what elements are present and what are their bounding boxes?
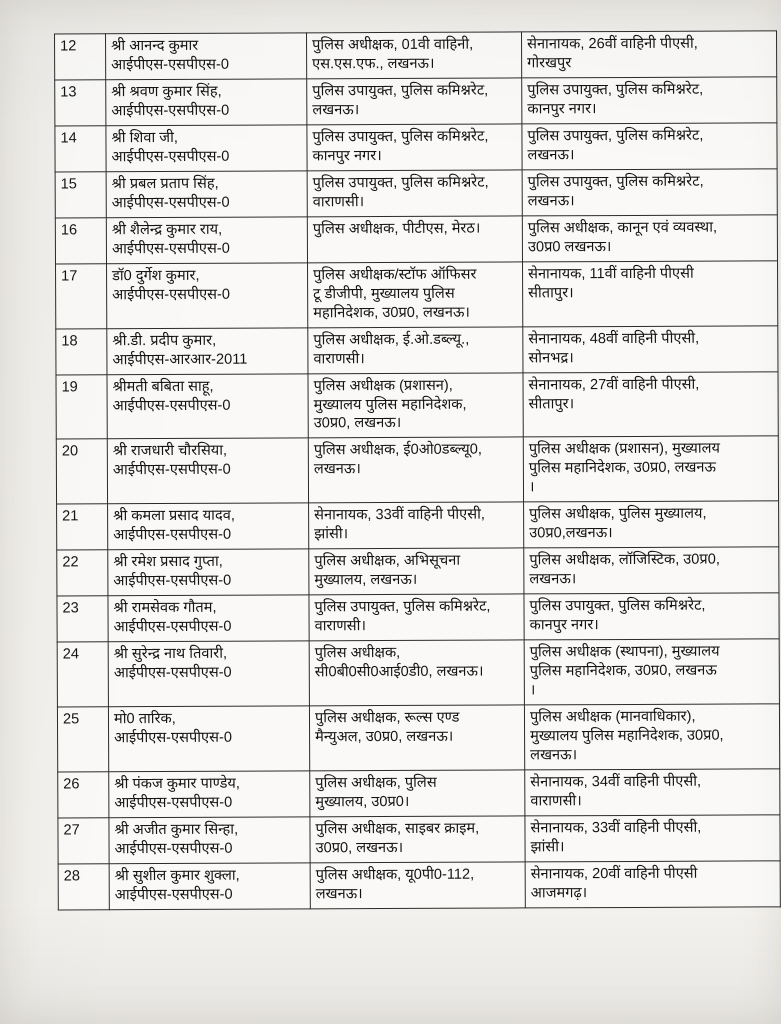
cell-current-posting [307, 216, 522, 263]
serial-number-text: 23 [62, 600, 79, 617]
new-posting-text: पुलिस अधीक्षक (प्रशासन), मुख्यालय पुलिस महानिदेशक, उ0प्र0, लखनऊ । [528, 441, 721, 496]
serial-number-text: 18 [61, 332, 78, 350]
cell-current-posting [310, 862, 525, 909]
current-posting-text: पुलिस अधीक्षक, यू0पी0-112, लखनऊ। [315, 866, 475, 903]
cell-serial-number [58, 818, 109, 864]
cell-serial-number [56, 374, 107, 439]
new-posting-text: सेनानायक, 33वीं वाहिनी पीएसी, झांसी। [530, 819, 702, 856]
officer-name-text: मो0 तारिक, आईपीएस-एसपीएस-0 [113, 711, 232, 747]
serial-number-text: 12 [60, 38, 77, 55]
cell-current-posting [307, 170, 522, 217]
officer-name-text: डॉ0 दुर्गेश कुमार, आईपीएस-एसपीएस-0 [112, 267, 231, 303]
cell-officer-name [107, 327, 308, 374]
cell-new-posting [523, 261, 778, 327]
cell-new-posting [524, 501, 779, 548]
officer-name-text: श्री सुशील कुमार शुक्ला, आईपीएस-एसपीएस-0 [114, 867, 240, 904]
cell-new-posting [523, 371, 778, 437]
serial-number-text: 20 [61, 443, 79, 460]
cell-officer-name [108, 503, 309, 550]
officer-name-text: श्री शैलेन्द्र कुमार राय, आईपीएस-एसपीएस-0 [111, 221, 230, 257]
table-row [55, 31, 777, 80]
new-posting-text: सेनानायक, 20वीं वाहिनी पीएसी आजमगढ़। [530, 865, 698, 902]
officer-name-text: श्री शिवा जी, आईपीएस-एसपीएस-0 [111, 129, 230, 166]
officer-name-text: श्री आनन्द कुमार आईपीएस-एसपीएस-0 [111, 37, 230, 74]
cell-current-posting [310, 770, 525, 817]
current-posting-text: पुलिस उपायुक्त, पुलिस कमिश्नरेट, वाराणसी। [314, 598, 491, 635]
cell-serial-number [55, 34, 106, 80]
cell-serial-number [55, 172, 106, 218]
table-row [58, 815, 780, 864]
cell-serial-number [56, 439, 107, 504]
cell-current-posting [309, 548, 524, 595]
table-row [56, 371, 778, 439]
cell-current-posting [307, 32, 522, 79]
new-posting-text: पुलिस अधीक्षक, पुलिस मुख्यालय, उ0प्र0,लखनऊ। [529, 505, 707, 542]
table-body [55, 31, 781, 910]
cell-officer-name [108, 595, 309, 642]
cell-serial-number [57, 504, 108, 550]
officer-name-text: श्री कमला प्रसाद यादव, आईपीएस-एसपीएस-0 [113, 508, 235, 544]
new-posting-text: पुलिस उपायुक्त, पुलिस कमिश्नरेट, लखनऊ। [527, 127, 704, 164]
cell-officer-name [106, 33, 307, 80]
current-posting-text: पुलिस उपायुक्त, पुलिस कमिश्नरेट, कानपुर नगर। [312, 128, 489, 165]
cell-serial-number [57, 596, 108, 642]
cell-new-posting [522, 77, 777, 124]
cell-new-posting [524, 593, 779, 640]
cell-new-posting [524, 547, 779, 594]
serial-number-text: 22 [62, 554, 79, 571]
new-posting-text: पुलिस अधीक्षक (स्थापना), मुख्यालय पुलिस महानिदेशक, उ0प्र0, लखनऊ । [529, 643, 720, 699]
cell-new-posting [525, 861, 780, 908]
new-posting-text: पुलिस उपायुक्त, पुलिस कमिश्नरेट, कानपुर नगर। [527, 81, 704, 118]
cell-current-posting [308, 262, 523, 328]
cell-officer-name [108, 706, 309, 772]
cell-officer-name [109, 817, 310, 864]
new-posting-text: पुलिस उपायुक्त, पुलिस कमिश्नरेट, लखनऊ। [527, 173, 704, 210]
new-posting-text: पुलिस अधीक्षक, लॉजिस्टिक, उ0प्र0, लखनऊ। [529, 551, 720, 588]
officer-name-text: श्री राजधारी चौरसिया, आईपीएस-एसपीएस-0 [112, 443, 231, 479]
table-row [56, 261, 778, 329]
cell-current-posting [309, 502, 524, 549]
new-posting-text: पुलिस उपायुक्त, पुलिस कमिश्नरेट, कानपुर नगर। [529, 597, 706, 634]
cell-officer-name [108, 549, 309, 596]
cell-current-posting [308, 372, 523, 438]
current-posting-text: पुलिस अधीक्षक, सी0बी0सी0आई0डी0, लखनऊ। [314, 645, 484, 681]
cell-serial-number [56, 328, 107, 374]
new-posting-text: सेनानायक, 48वीं वाहिनी पीएसी, सोनभद्र। [528, 330, 700, 366]
transfer-list-table [54, 30, 781, 910]
cell-new-posting [524, 639, 779, 705]
new-posting-text: पुलिस अधीक्षक, कानून एवं व्यवस्था, उ0प्र0 लखनऊ। [527, 219, 718, 256]
cell-serial-number [57, 550, 108, 596]
current-posting-text: सेनानायक, 33वीं वाहिनी पीएसी, झांसी। [314, 506, 485, 543]
serial-number-text: 27 [63, 822, 80, 839]
cell-serial-number [58, 864, 109, 910]
table-row [58, 769, 780, 818]
cell-new-posting [522, 215, 777, 262]
cell-new-posting [525, 769, 780, 816]
cell-new-posting [523, 436, 778, 502]
serial-number-text: 25 [62, 711, 80, 728]
cell-serial-number [57, 642, 108, 707]
cell-officer-name [106, 171, 307, 218]
current-posting-text: पुलिस अधीक्षक, ई.ओ.डब्ल्यू., वाराणसी। [313, 331, 470, 367]
current-posting-text: पुलिस उपायुक्त, पुलिस कमिश्नरेट, लखनऊ। [312, 82, 489, 119]
table-row [57, 593, 779, 642]
current-posting-text: पुलिस अधीक्षक, पुलिस मुख्यालय, उ0प्र0। [315, 774, 437, 811]
cell-current-posting [307, 124, 522, 171]
cell-serial-number [58, 772, 109, 818]
cell-serial-number [55, 126, 106, 172]
serial-number-text: 13 [60, 84, 77, 101]
table-row [55, 169, 777, 218]
cell-new-posting [523, 325, 778, 372]
new-posting-text: सेनानायक, 26वीं वाहिनी पीएसी, गोरखपुर [527, 35, 698, 72]
document-sheet [54, 31, 736, 911]
cell-officer-name [108, 641, 309, 707]
cell-officer-name [106, 217, 307, 264]
cell-officer-name [109, 771, 310, 818]
cell-serial-number [56, 263, 107, 328]
cell-new-posting [522, 31, 777, 78]
officer-name-text: श्री पंकज कुमार पाण्डेय, आईपीएस-एसपीएस-0 [114, 775, 240, 812]
cell-officer-name [109, 863, 310, 910]
cell-current-posting [309, 705, 524, 771]
cell-officer-name [106, 125, 307, 172]
current-posting-text: पुलिस अधीक्षक, पीटीएस, मेरठ। [312, 220, 481, 238]
current-posting-text: पुलिस अधीक्षक, 01वी वाहिनी, एस.एस.एफ., लखनऊ। [312, 36, 474, 73]
table-row [55, 123, 777, 172]
cell-new-posting [524, 704, 779, 770]
cell-serial-number [55, 218, 106, 264]
new-posting-text: सेनानायक, 34वीं वाहिनी पीएसी, वाराणसी। [530, 773, 702, 810]
serial-number-text: 19 [61, 378, 78, 395]
table-row [57, 704, 779, 772]
current-posting-text: पुलिस उपायुक्त, पुलिस कमिश्नरेट, वाराणसी। [312, 174, 489, 211]
cell-officer-name [107, 373, 308, 439]
officer-name-text: श्री प्रबल प्रताप सिंह, आईपीएस-एसपीएस-0 [111, 175, 230, 212]
cell-serial-number [57, 707, 108, 772]
cell-officer-name [107, 438, 308, 504]
table-row [56, 436, 778, 504]
cell-new-posting [525, 815, 780, 862]
new-posting-text: सेनानायक, 11वीं वाहिनी पीएसी सीतापुर। [528, 265, 694, 302]
officer-name-text: श्री रामसेवक गौतम, आईपीएस-एसपीएस-0 [113, 599, 232, 636]
cell-officer-name [107, 263, 308, 329]
new-posting-text: सेनानायक, 27वीं वाहिनी पीएसी, सीतापुर। [528, 376, 700, 412]
serial-number-text: 17 [61, 268, 78, 285]
cell-current-posting [309, 640, 524, 706]
officer-name-text: श्री श्रवण कुमार सिंह, आईपीएस-एसपीएस-0 [111, 83, 230, 120]
cell-new-posting [522, 169, 777, 216]
serial-number-text: 24 [62, 646, 79, 663]
cell-current-posting [307, 78, 522, 125]
current-posting-text: पुलिस अधीक्षक, रूल्स एण्ड मैन्युअल, उ0प्र0, लखनऊ। [314, 709, 460, 746]
table-row [58, 861, 780, 910]
cell-current-posting [308, 327, 523, 374]
current-posting-text: पुलिस अधीक्षक, साइबर क्राइम, उ0प्र0, लखनऊ। [315, 820, 480, 857]
table-row [57, 639, 779, 707]
table-row [55, 77, 777, 126]
table-row [55, 215, 777, 264]
serial-number-text: 26 [63, 776, 80, 793]
table-row [56, 325, 778, 374]
serial-number-text: 21 [62, 508, 79, 525]
serial-number-text: 15 [60, 176, 77, 193]
serial-number-text: 14 [60, 130, 77, 147]
current-posting-text: पुलिस अधीक्षक/स्टॉफ ऑफिसर टू डीजीपी, मुख्यालय पुलिस महानिदेशक, उ0प्र0, लखनऊ। [313, 266, 477, 321]
table-row [57, 501, 779, 550]
cell-officer-name [106, 79, 307, 126]
current-posting-text: पुलिस अधीक्षक, ई0ओ0डब्ल्यू0, लखनऊ। [313, 442, 482, 478]
cell-serial-number [55, 80, 106, 126]
cell-current-posting [309, 594, 524, 641]
current-posting-text: पुलिस अधीक्षक (प्रशासन), मुख्यालय पुलिस महानिदेशक, उ0प्र0, लखनऊ। [313, 377, 467, 432]
current-posting-text: पुलिस अधीक्षक, अभिसूचना मुख्यालय, लखनऊ। [314, 552, 461, 589]
table-row [57, 547, 779, 596]
new-posting-text: पुलिस अधीक्षक (मानवाधिकार), मुख्यालय पुलिस महानिदेशक, उ0प्र0, लखनऊ। [529, 708, 724, 764]
cell-current-posting [308, 437, 523, 503]
officer-name-text: श्री सुरेन्द्र नाथ तिवारी, आईपीएस-एसपीएस-0 [113, 645, 232, 682]
officer-name-text: श्री अजीत कुमार सिन्हा, आईपीएस-एसपीएस-0 [114, 821, 239, 858]
cell-current-posting [310, 816, 525, 863]
cell-new-posting [522, 123, 777, 170]
serial-number-text: 28 [63, 868, 80, 885]
officer-name-text: श्री रमेश प्रसाद गुप्ता, आईपीएस-एसपीएस-0 [113, 554, 232, 590]
officer-name-text: श्री.डी. प्रदीप कुमार, आईपीएस-आरआर-2011 [112, 332, 248, 368]
officer-name-text: श्रीमती बबिता साहू, आईपीएस-एसपीएस-0 [112, 378, 231, 414]
serial-number-text: 16 [60, 222, 78, 239]
